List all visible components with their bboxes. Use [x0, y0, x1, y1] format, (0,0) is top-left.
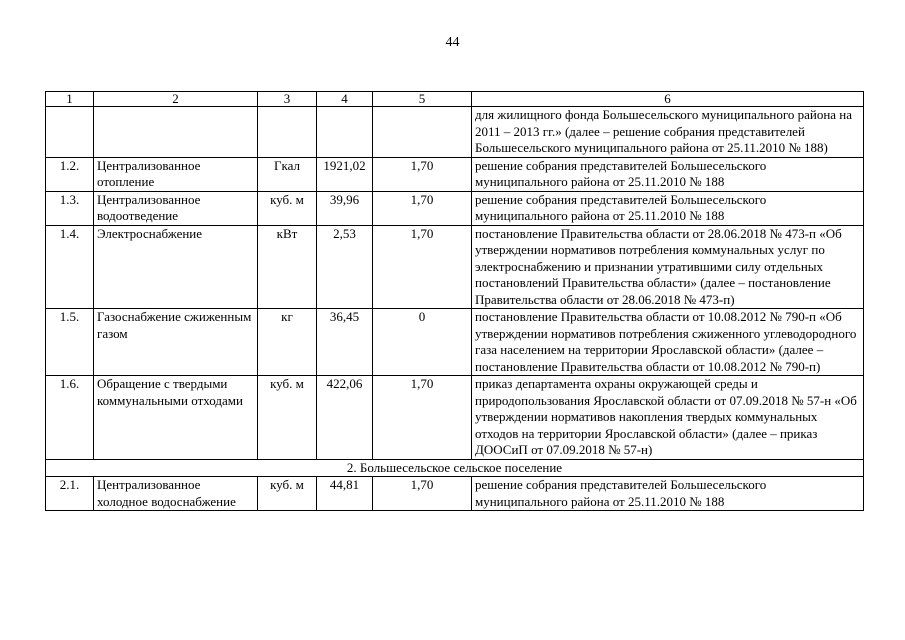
- legal-basis: решение собрания представителей Большесельского муниципального района от 25.11.2010 № 188: [472, 477, 864, 511]
- row-number: [46, 107, 94, 158]
- legal-basis: решение собрания представителей Большесельского муниципального района от 25.11.2010 № 188: [472, 191, 864, 225]
- norm-value: [317, 107, 373, 158]
- row-number: 2.1.: [46, 477, 94, 511]
- row-number: 1.6.: [46, 376, 94, 460]
- row-number: 1.3.: [46, 191, 94, 225]
- norm-value: 44,81: [317, 477, 373, 511]
- norm-value: 1921,02: [317, 157, 373, 191]
- unit: куб. м: [258, 376, 317, 460]
- norm-value: 39,96: [317, 191, 373, 225]
- row-number: 1.5.: [46, 309, 94, 376]
- unit: кВт: [258, 225, 317, 309]
- coefficient: 1,70: [373, 376, 472, 460]
- service-name: Газоснабжение сжиженным газом: [94, 309, 258, 376]
- coefficient: 1,70: [373, 477, 472, 511]
- norm-value: 2,53: [317, 225, 373, 309]
- page-number: 44: [445, 35, 460, 50]
- col-header-1: 1: [46, 92, 94, 107]
- table-row: [46, 191, 864, 225]
- coefficient: [373, 107, 472, 158]
- coefficient: 1,70: [373, 191, 472, 225]
- service-name: Электроснабжение: [94, 225, 258, 309]
- row-number: 1.2.: [46, 157, 94, 191]
- service-name: Централизованное холодное водоснабжение: [94, 477, 258, 511]
- unit: [258, 107, 317, 158]
- norm-value: 422,06: [317, 376, 373, 460]
- table-row: [46, 225, 864, 309]
- col-header-4: 4: [317, 92, 373, 107]
- unit: куб. м: [258, 477, 317, 511]
- table-row: [46, 107, 864, 158]
- unit: кг: [258, 309, 317, 376]
- service-name: [94, 107, 258, 158]
- legal-basis: решение собрания представителей Большесельского муниципального района от 25.11.2010 № 188: [472, 157, 864, 191]
- table-row: [46, 477, 864, 511]
- service-name: Централизованное отопление: [94, 157, 258, 191]
- row-number: 1.4.: [46, 225, 94, 309]
- legal-basis: приказ департамента охраны окружающей среды и природопользования Ярославской области от 07.09.2018 № 57-н «Об утверждении нормативов накопления твердых коммунальных отходов на территории Ярославской области» (далее – приказ ДООСиП от 07.09.2018 № 57-н): [472, 376, 864, 460]
- table-row: [46, 157, 864, 191]
- unit: Гкал: [258, 157, 317, 191]
- section-title: 2. Большесельское сельское поселение: [46, 459, 864, 477]
- coefficient: 1,70: [373, 225, 472, 309]
- col-header-2: 2: [94, 92, 258, 107]
- table-row: [46, 376, 864, 460]
- legal-basis: постановление Правительства области от 28.06.2018 № 473-п «Об утверждении нормативов потребления коммунальных услуг по электроснабжению и признании утратившими силу отдельных постановлений Правительства области» (далее – постановление Правительства области от 28.06.2018 № 473-п): [472, 225, 864, 309]
- service-name: Обращение с твердыми коммунальными отходами: [94, 376, 258, 460]
- norm-value: 36,45: [317, 309, 373, 376]
- table-header-row: [46, 92, 864, 107]
- table-row: [46, 309, 864, 376]
- unit: куб. м: [258, 191, 317, 225]
- legal-basis: для жилищного фонда Большесельского муниципального района на 2011 – 2013 гг.» (далее – решение собрания представителей Большесельского муниципального района от 25.11.2010 № 188): [472, 107, 864, 158]
- col-header-3: 3: [258, 92, 317, 107]
- service-name: Централизованное водоотведение: [94, 191, 258, 225]
- section-row: [46, 459, 864, 477]
- col-header-6: 6: [472, 92, 864, 107]
- coefficient: 0: [373, 309, 472, 376]
- col-header-5: 5: [373, 92, 472, 107]
- legal-basis: постановление Правительства области от 10.08.2012 № 790-п «Об утверждении нормативов потребления сжиженного углеводородного газа населением на территории Ярославской области» (далее – постановление Правительства области от 10.08.2012 № 790-п): [472, 309, 864, 376]
- norms-table: [45, 91, 864, 511]
- coefficient: 1,70: [373, 157, 472, 191]
